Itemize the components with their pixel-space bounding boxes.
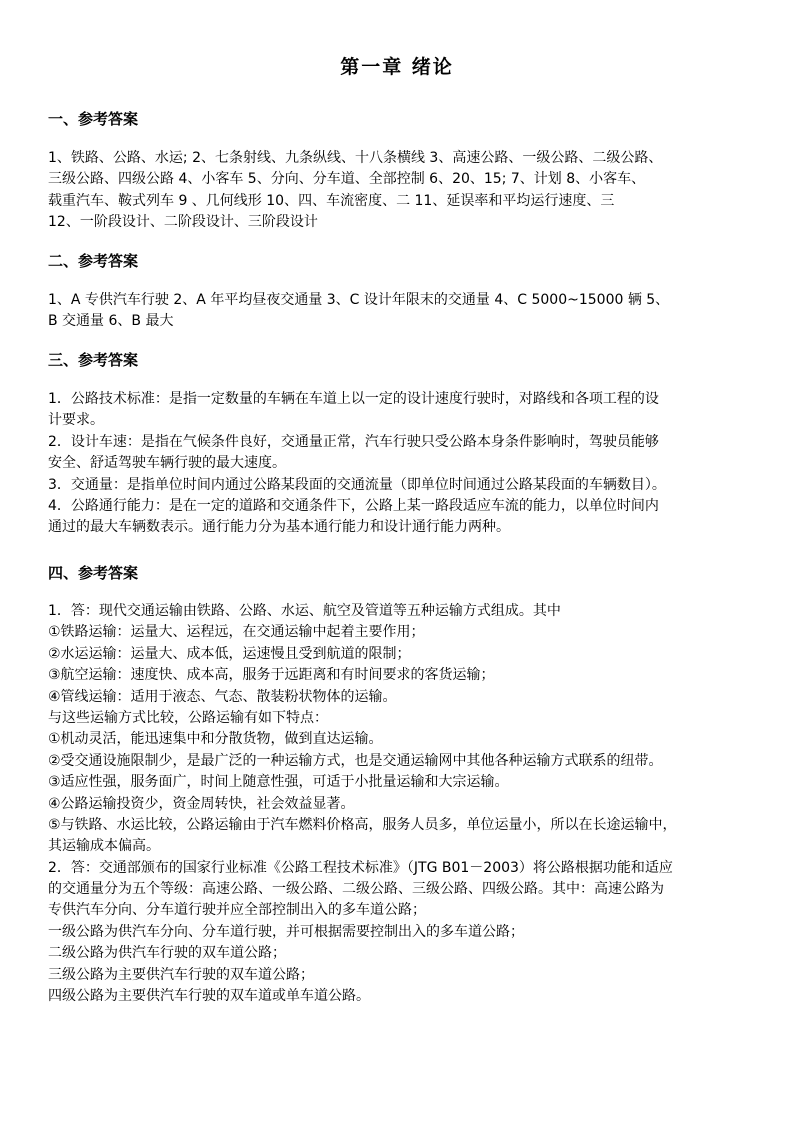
section-heading-4: 四、参考答案 — [48, 564, 139, 582]
chapter-title: 第一章 绪论 — [340, 56, 454, 78]
text-line: 一级公路为供汽车分向、分车道行驶，并可根据需要控制出入的多车道公路； — [48, 923, 524, 940]
text-line: 2．答：交通部颁布的国家行业标准《公路工程技术标准》（JTG B01－2003）将公路根据功能和适应 — [48, 859, 673, 876]
text-line: ④公路运输投资少，资金周转快，社会效益显著。 — [48, 795, 355, 812]
section-body-4 — [48, 601, 760, 1007]
text-line: 的交通量分为五个等级：高速公路、一级公路、二级公路、三级公路、四级公路。其中：高速公路为 — [48, 881, 664, 898]
text-line: 三级公路为主要供汽车行驶的双车道公路； — [48, 966, 314, 983]
text-line: ④管线运输：适用于液态、气态、散装粉状物体的运输。 — [48, 688, 397, 705]
section-heading-3: 三、参考答案 — [48, 351, 139, 369]
text-line: 2．设计车速：是指在气候条件良好，交通量正常，汽车行驶只受公路本身条件影响时，驾驶员能够 — [48, 433, 659, 450]
text-line: 载重汽车、鞍式列车 9 、几何线形 10、四、车流密度、二 11、延误率和平均运行速度、三 — [48, 192, 615, 209]
text-line: ③航空运输：速度快、成本高，服务于远距离和有时间要求的客货运输； — [48, 667, 495, 684]
text-line: B 交通量 6、B 最大 — [48, 313, 174, 330]
text-line: 通过的最大车辆数表示。通行能力分为基本通行能力和设计通行能力两种。 — [48, 519, 510, 536]
section-heading-2: 二、参考答案 — [48, 252, 139, 270]
text-line: 四级公路为主要供汽车行驶的双车道或单车道公路。 — [48, 988, 370, 1005]
text-line: 1、A 专供汽车行驶 2、A 年平均昼夜交通量 3、C 设计年限末的交通量 4、C 5000~15000 辆 5、 — [48, 292, 670, 308]
text-line: 与这些运输方式比较，公路运输有如下特点： — [48, 709, 328, 726]
text-line: ①铁路运输：运量大、运程远，在交通运输中起着主要作用； — [48, 624, 425, 641]
text-line: ①机动灵活，能迅速集中和分散货物，做到直达运输。 — [48, 731, 383, 748]
text-line: 1．公路技术标准：是指一定数量的车辆在车道上以一定的设计速度行驶时，对路线和各项工程的设 — [48, 391, 659, 407]
section-body-2 — [48, 290, 760, 333]
text-line: ②水运运输：运量大、成本低，运速慢且受到航道的限制； — [48, 645, 411, 662]
text-line: 1．答：现代交通运输由铁路、公路、水运、航空及管道等五种运输方式组成。其中 — [48, 603, 561, 619]
section-heading-1: 一、参考答案 — [48, 110, 139, 128]
text-line: 二级公路为供汽车行驶的双车道公路； — [48, 945, 286, 962]
section-body-1 — [48, 148, 760, 234]
text-line: 三级公路、四级公路 4、小客车 5、分向、分车道、全部控制 6、20、15; 7、计划 8、小客车、 — [48, 171, 646, 188]
text-line: 1、铁路、公路、水运; 2、七条射线、九条纵线、十八条横线 3、高速公路、一级公路、二级公路、 — [48, 150, 663, 166]
text-line: ②受交通设施限制少，是最广泛的一种运输方式，也是交通运输网中其他各种运输方式联系的纽带。 — [48, 752, 663, 769]
text-line: ⑤与铁路、水运比较，公路运输由于汽车燃料价格高，服务人员多，单位运量小，所以在长途运输中， — [48, 816, 677, 833]
text-line: 12、一阶段设计、二阶段设计、三阶段设计 — [48, 214, 318, 231]
text-line: 其运输成本偏高。 — [48, 838, 160, 855]
text-line: 计要求。 — [48, 412, 104, 429]
section-body-3 — [48, 389, 760, 539]
text-line: 专供汽车分向、分车道行驶并应全部控制出入的多车道公路； — [48, 902, 426, 919]
text-line: 3．交通量：是指单位时间内通过公路某段面的交通流量（即单位时间通过公路某段面的车辆数目）。 — [48, 476, 666, 493]
text-line: ③适应性强，服务面广，时间上随意性强，可适于小批量运输和大宗运输。 — [48, 774, 509, 791]
text-line: 4．公路通行能力：是在一定的道路和交通条件下，公路上某一路段适应车流的能力，以单位时间内 — [48, 497, 659, 514]
text-line: 安全、舒适驾驶车辆行驶的最大速度。 — [48, 455, 286, 472]
